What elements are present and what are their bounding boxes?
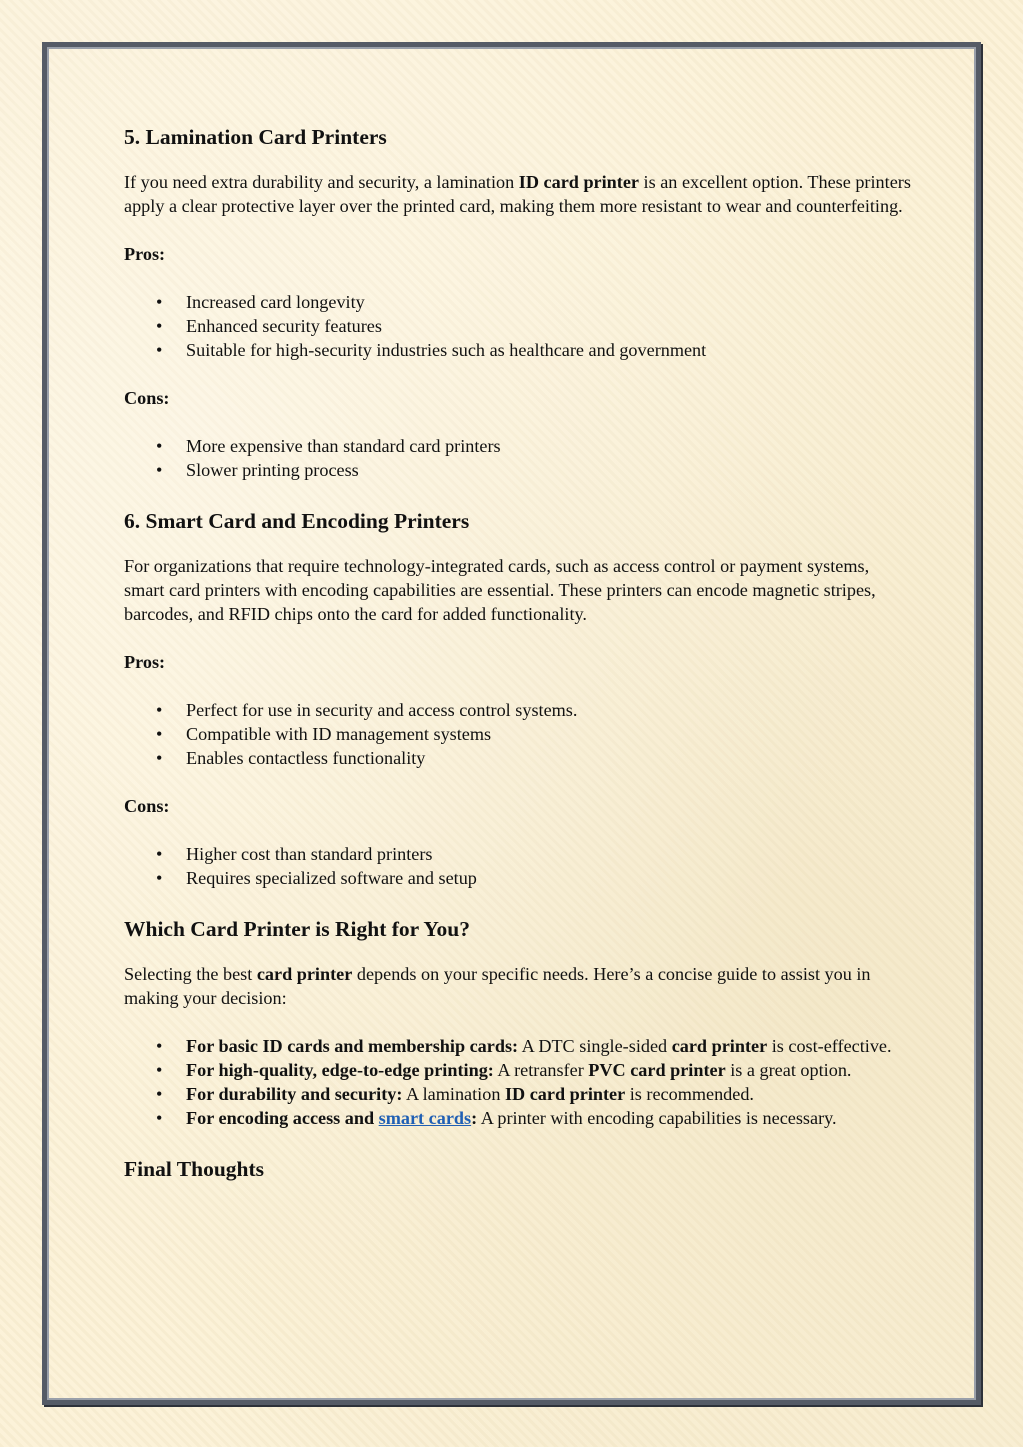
list-item: • Enables contactless functionality (186, 746, 914, 770)
section-heading-lamination: 5. Lamination Card Printers (124, 125, 387, 149)
list-item: • Compatible with ID management systems (186, 722, 914, 746)
list-item: • Slower printing process (186, 458, 914, 482)
pros-list (124, 290, 914, 362)
section-heading-guide: Which Card Printer is Right for You? (124, 917, 470, 941)
cons-label: Cons: (124, 796, 170, 816)
pros-label: Pros: (124, 652, 166, 672)
list-item: • Perfect for use in security and access control systems. (186, 698, 914, 722)
section-intro-lamination: If you need extra durability and security, a lamination ID card printer is an excellent option. These printers apply a clear protective layer over the printed card, making them more resistant to wear and counterfeiting. (124, 172, 911, 216)
list-item: • For durability and security: A lamination ID card printer is recommended. (186, 1082, 914, 1106)
keyword-id-card-printer: ID card printer (518, 172, 639, 192)
cons-list (124, 434, 914, 482)
keyword-card-printer: card printer (256, 964, 353, 984)
list-item: • For basic ID cards and membership cards: A DTC single-sided card printer is cost-effective. (186, 1034, 914, 1058)
section-intro-smart-card: For organizations that require technology-integrated cards, such as access control or payment systems, smart card printers with encoding capabilities are essential. These printers can encode magnetic stripes, barcodes, and RFID chips onto the card for added functionality. (124, 556, 876, 624)
list-item: • Suitable for high-security industries such as healthcare and government (186, 338, 914, 362)
list-item: • For high-quality, edge-to-edge printing: A retransfer PVC card printer is a great option. (186, 1058, 914, 1082)
guide-list (124, 1034, 914, 1130)
pros-list (124, 698, 914, 770)
document-body (124, 122, 914, 1184)
list-item: • Higher cost than standard printers (186, 842, 914, 866)
list-item: • Requires specialized software and setup (186, 866, 914, 890)
cons-list (124, 842, 914, 890)
list-item: • More expensive than standard card printers (186, 434, 914, 458)
guide-intro: Selecting the best card printer depends on your specific needs. Here’s a concise guide to assist you in making your decision: (124, 964, 871, 1008)
pros-label: Pros: (124, 244, 166, 264)
section-heading-final-thoughts: Final Thoughts (124, 1157, 265, 1181)
section-heading-smart-card: 6. Smart Card and Encoding Printers (124, 509, 470, 533)
cons-label: Cons: (124, 388, 170, 408)
list-item: • Increased card longevity (186, 290, 914, 314)
list-item: • Enhanced security features (186, 314, 914, 338)
smart-cards-link[interactable]: smart cards (378, 1108, 472, 1128)
list-item: • For encoding access and smart cards: A printer with encoding capabilities is necessary. (186, 1106, 914, 1130)
